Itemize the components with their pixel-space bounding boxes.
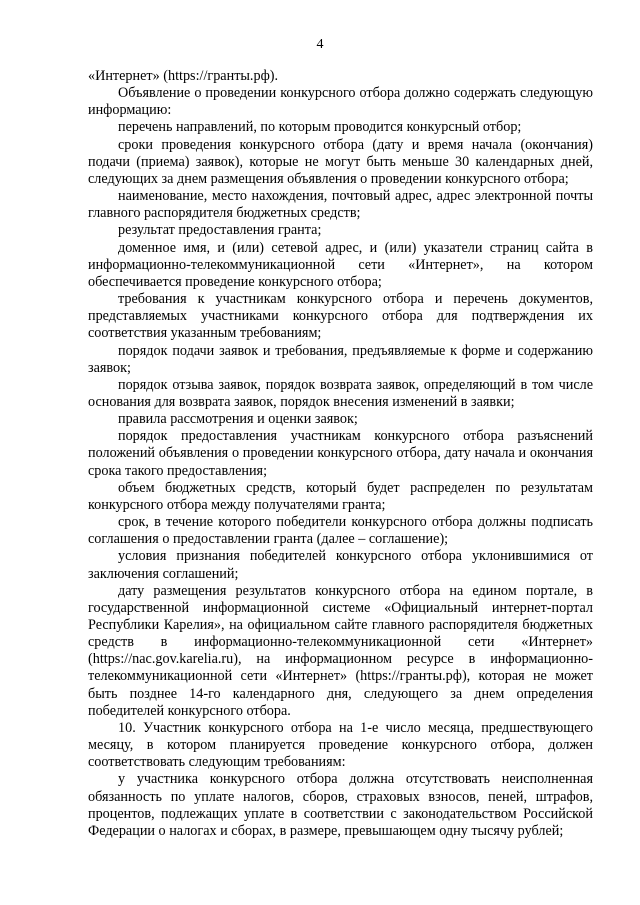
paragraph: порядок отзыва заявок, порядок возврата заявок, определяющий в том числе основания для возврата заявок, порядок внесения изменений в заявки;: [88, 376, 593, 410]
paragraph: 10. Участник конкурсного отбора на 1-е число месяца, предшествующего месяцу, в котором планируется проведение конкурсного отбора, должен соответствовать следующим требованиям:: [88, 719, 593, 771]
paragraph: дату размещения результатов конкурсного отбора на едином портале, в государственной информационной системе «Официальный интернет-портал Республики Карелия», на официальном сайте главного распорядителя бюджетных средств в информационно-телекоммуникационной сети «Интернет» (https://nac.gov.karelia.ru), на информационном ресурсе в информационно-телекоммуникационной сети «Интернет» (https://гранты.рф), которая не может быть позднее 14-го календарного дня, следующего за днем определения победителей конкурсного отбора.: [88, 582, 593, 719]
paragraph: порядок подачи заявок и требования, предъявляемые к форме и содержанию заявок;: [88, 342, 593, 376]
paragraph: сроки проведения конкурсного отбора (дату и время начала (окончания) подачи (приема) заявок), которые не могут быть меньше 30 календарных дней, следующих за днем размещения объявления о проведении конкурсного отбора;: [88, 136, 593, 187]
page-number: 4: [316, 37, 324, 52]
paragraph: Объявление о проведении конкурсного отбора должно содержать следующую информацию:: [88, 85, 593, 119]
paragraph: объем бюджетных средств, который будет распределен по результатам конкурсного отбора между получателями гранта;: [88, 479, 593, 513]
paragraph: наименование, место нахождения, почтовый адрес, адрес электронной почты главного распорядителя бюджетных средств;: [88, 188, 593, 222]
paragraph: у участника конкурсного отбора должна отсутствовать неисполненная обязанность по уплате налогов, сборов, страховых взносов, пеней, штрафов, процентов, подлежащих уплате в соответствии с законодательством Российской Федерации о налогах и сборах, в размере, превышающем одну тысячу рублей;: [88, 771, 593, 839]
document-body: [88, 68, 593, 840]
paragraph: порядок предоставления участникам конкурсного отбора разъяснений положений объявления о проведении конкурсного отбора, дату начала и окончания срока такого предоставления;: [88, 428, 593, 479]
paragraph: срок, в течение которого победители конкурсного отбора должны подписать соглашения о предоставлении гранта (далее – соглашение);: [88, 514, 593, 548]
paragraph: условия признания победителей конкурсного отбора уклонившимися от заключения соглашений;: [88, 548, 593, 582]
paragraph: результат предоставления гранта;: [118, 222, 322, 239]
paragraph: «Интернет» (https://гранты.рф).: [88, 68, 279, 84]
paragraph: правила рассмотрения и оценки заявок;: [118, 411, 358, 428]
paragraph: требования к участникам конкурсного отбора и перечень документов, представляемых участниками конкурсного отбора для подтверждения их соответствия указанным требованиям;: [88, 291, 593, 342]
paragraph: перечень направлений, по которым проводится конкурсный отбор;: [118, 119, 522, 136]
paragraph: доменное имя, и (или) сетевой адрес, и (или) указатели страниц сайта в информационно-телекоммуникационной сети «Интернет», на котором обеспечивается проведение конкурсного отбора;: [88, 239, 593, 290]
